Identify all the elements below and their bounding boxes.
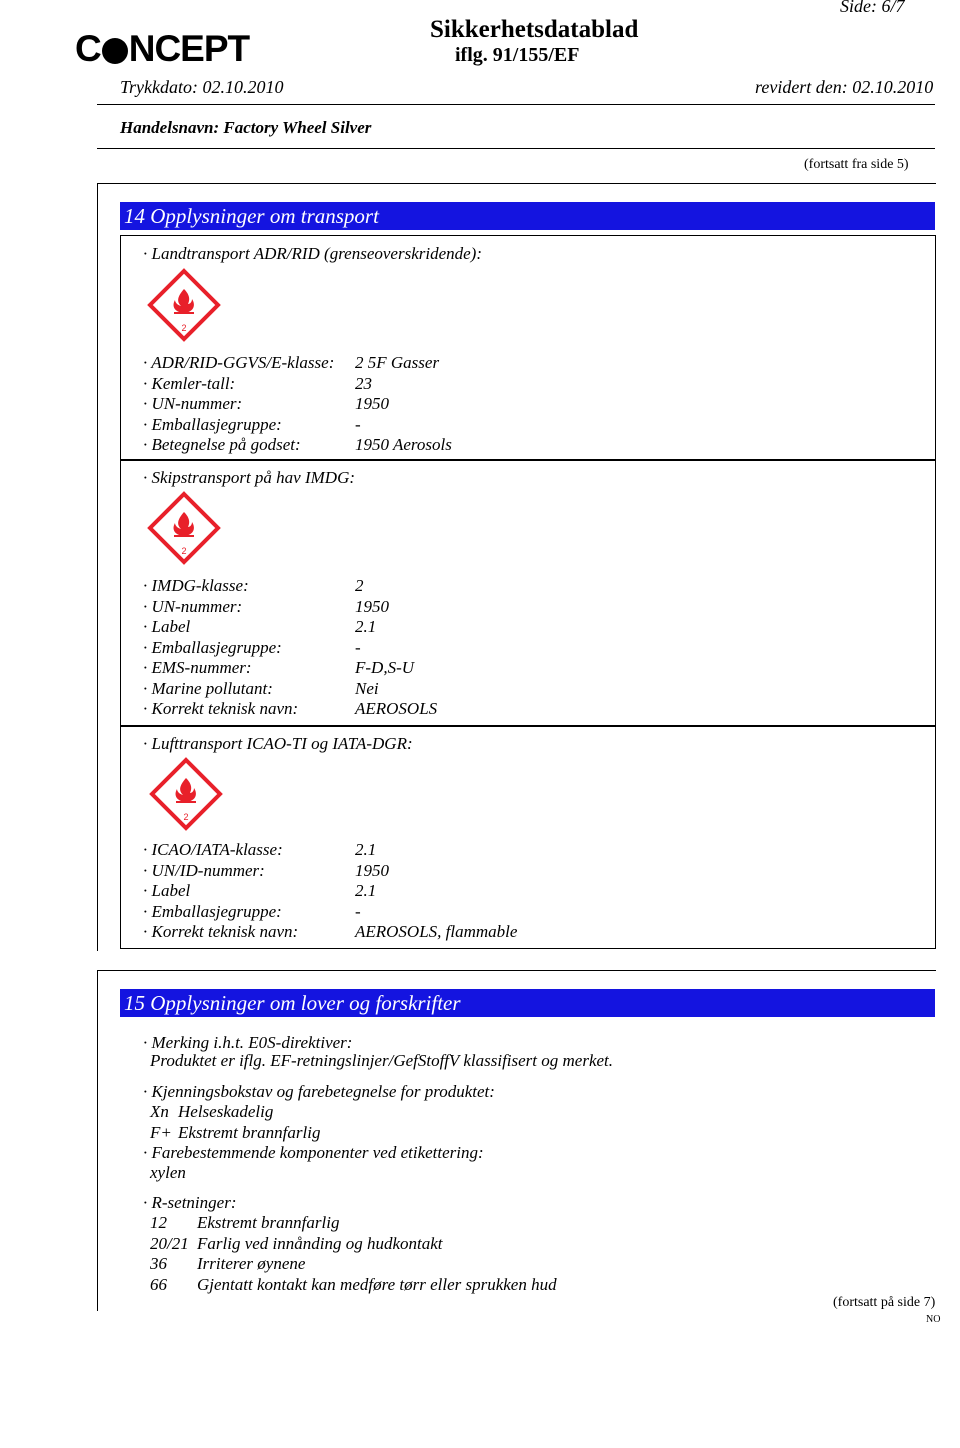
transport-row xyxy=(143,840,377,860)
marking-text: Produktet er iflg. EF-retningslinjer/GefStoffV klassifisert og merket. xyxy=(150,1051,614,1070)
row-label: · UN/ID-nummer: xyxy=(143,860,265,880)
transport-row xyxy=(143,596,389,617)
row-label: · Betegnelse på godset: xyxy=(143,435,301,454)
transport-row xyxy=(143,414,361,435)
flammable-gas-hazard-icon xyxy=(146,490,222,566)
transport-row xyxy=(143,699,438,719)
row-label: · Emballasjegruppe: xyxy=(143,637,282,657)
document-subtitle: iflg. 91/155/EF xyxy=(455,44,580,66)
hazard-symbol-row xyxy=(150,1102,274,1122)
row-label: · UN-nummer: xyxy=(143,394,243,413)
code: 36 xyxy=(150,1254,167,1273)
header-divider-2 xyxy=(97,148,935,149)
row-value: 1950 Aerosols xyxy=(355,435,452,454)
row-label: · EMS-nummer: xyxy=(143,658,252,677)
svg-text:2: 2 xyxy=(181,323,187,333)
components-heading: · Farebestemmende komponenter ved etikettering: xyxy=(143,1143,484,1162)
r-phrase-row xyxy=(150,1233,443,1254)
r-phrase-text: Ekstremt brannfarlig xyxy=(197,1213,340,1232)
row-label: · Emballasjegruppe: xyxy=(143,901,282,921)
transport-row xyxy=(143,637,361,658)
transport-row xyxy=(143,373,372,394)
row-label: · Kemler-tall: xyxy=(143,373,236,393)
row-value: - xyxy=(355,901,361,921)
air-transport-heading: · Lufttransport ICAO-TI og IATA-DGR: xyxy=(143,734,413,753)
section15-title: 15 Opplysninger om lover og forskrifter xyxy=(120,989,935,1017)
transport-row xyxy=(143,901,361,922)
code: Xn xyxy=(150,1102,169,1121)
row-label: · Label xyxy=(143,617,191,636)
transport-row xyxy=(143,435,452,455)
row-label: · Label xyxy=(143,881,191,900)
row-label: · Marine pollutant: xyxy=(143,678,273,698)
transport-row xyxy=(143,658,415,678)
continued-from: (fortsatt fra side 5) xyxy=(804,157,909,172)
row-label: · Korrekt teknisk navn: xyxy=(143,699,299,718)
row-value: 1950 xyxy=(355,596,389,616)
row-value: 2.1 xyxy=(355,881,377,900)
r-phrases-heading: · R-setninger: xyxy=(143,1193,237,1212)
row-label: · UN-nummer: xyxy=(143,596,243,616)
land-transport-heading: · Landtransport ADR/RID (grenseoverskridende): xyxy=(143,244,483,263)
r-phrase-text: Gjentatt kontakt kan medføre tørr eller sprukken hud xyxy=(197,1274,557,1294)
flammable-gas-hazard-icon xyxy=(146,267,222,343)
company-logo: C NCEPT xyxy=(75,28,250,69)
row-value: F-D,S-U xyxy=(355,658,415,677)
transport-row xyxy=(143,617,377,637)
row-label: · ADR/RID-GGVS/E-klasse: xyxy=(143,353,335,372)
page-number: Side: 6/7 xyxy=(840,0,905,16)
row-label: · Korrekt teknisk navn: xyxy=(143,922,299,941)
print-date: Trykkdato: 02.10.2010 xyxy=(120,77,284,97)
symbols-heading: · Kjenningsbokstav og farebetegnelse for produktet: xyxy=(143,1082,495,1101)
r-phrase-row xyxy=(150,1213,340,1233)
transport-row xyxy=(143,678,379,699)
transport-row xyxy=(143,922,518,942)
row-value: 23 xyxy=(355,373,372,393)
revised-date: revidert den: 02.10.2010 xyxy=(755,77,934,97)
svg-text:2: 2 xyxy=(183,812,189,822)
r-phrase-text: Farlig ved innånding og hudkontakt xyxy=(197,1233,443,1253)
row-label: · IMDG-klasse: xyxy=(143,576,249,595)
row-value: 1950 xyxy=(355,860,389,880)
section14-title: 14 Opplysninger om transport xyxy=(120,202,935,230)
code: F+ xyxy=(150,1122,172,1142)
transport-row xyxy=(143,576,364,596)
language-code: NO xyxy=(926,1314,941,1325)
row-value: 2 xyxy=(355,576,364,595)
r-phrase-row xyxy=(150,1254,306,1274)
transport-row xyxy=(143,353,440,373)
marking-heading: · Merking i.h.t. E0S-direktiver: xyxy=(143,1033,353,1052)
row-value: 2.1 xyxy=(355,617,377,636)
row-value: AEROSOLS, flammable xyxy=(355,922,518,941)
row-value: AEROSOLS xyxy=(355,699,438,718)
row-label: · ICAO/IATA-klasse: xyxy=(143,840,283,859)
row-value: - xyxy=(355,637,361,657)
continued-to: (fortsatt på side 7) xyxy=(833,1295,936,1310)
transport-row xyxy=(143,881,377,901)
row-value: 1950 xyxy=(355,394,389,413)
row-value: 2.1 xyxy=(355,840,377,859)
svg-text:2: 2 xyxy=(181,546,187,556)
transport-row xyxy=(143,394,389,414)
r-phrase-text: Irriterer øynene xyxy=(197,1254,306,1273)
flammable-gas-hazard-icon xyxy=(148,756,224,832)
document-title: Sikkerhetsdatablad xyxy=(430,16,639,43)
hazard-symbol-text: Helseskadelig xyxy=(178,1102,274,1121)
hazard-symbol-text: Ekstremt brannfarlig xyxy=(178,1122,321,1142)
transport-row xyxy=(143,860,389,881)
code: 66 xyxy=(150,1274,167,1294)
row-value: 2 5F Gasser xyxy=(355,353,440,372)
header-divider xyxy=(97,104,935,105)
trade-name: Handelsnavn: Factory Wheel Silver xyxy=(120,118,372,137)
row-label: · Emballasjegruppe: xyxy=(143,414,282,434)
logo-circle-icon xyxy=(102,38,128,64)
code: 12 xyxy=(150,1213,167,1232)
components-value: xylen xyxy=(150,1163,186,1182)
row-value: Nei xyxy=(355,678,379,698)
sea-transport-heading: · Skipstransport på hav IMDG: xyxy=(143,468,356,487)
row-value: - xyxy=(355,414,361,434)
r-phrase-row xyxy=(150,1274,557,1295)
hazard-symbol-row xyxy=(150,1122,321,1143)
code: 20/21 xyxy=(150,1233,189,1253)
